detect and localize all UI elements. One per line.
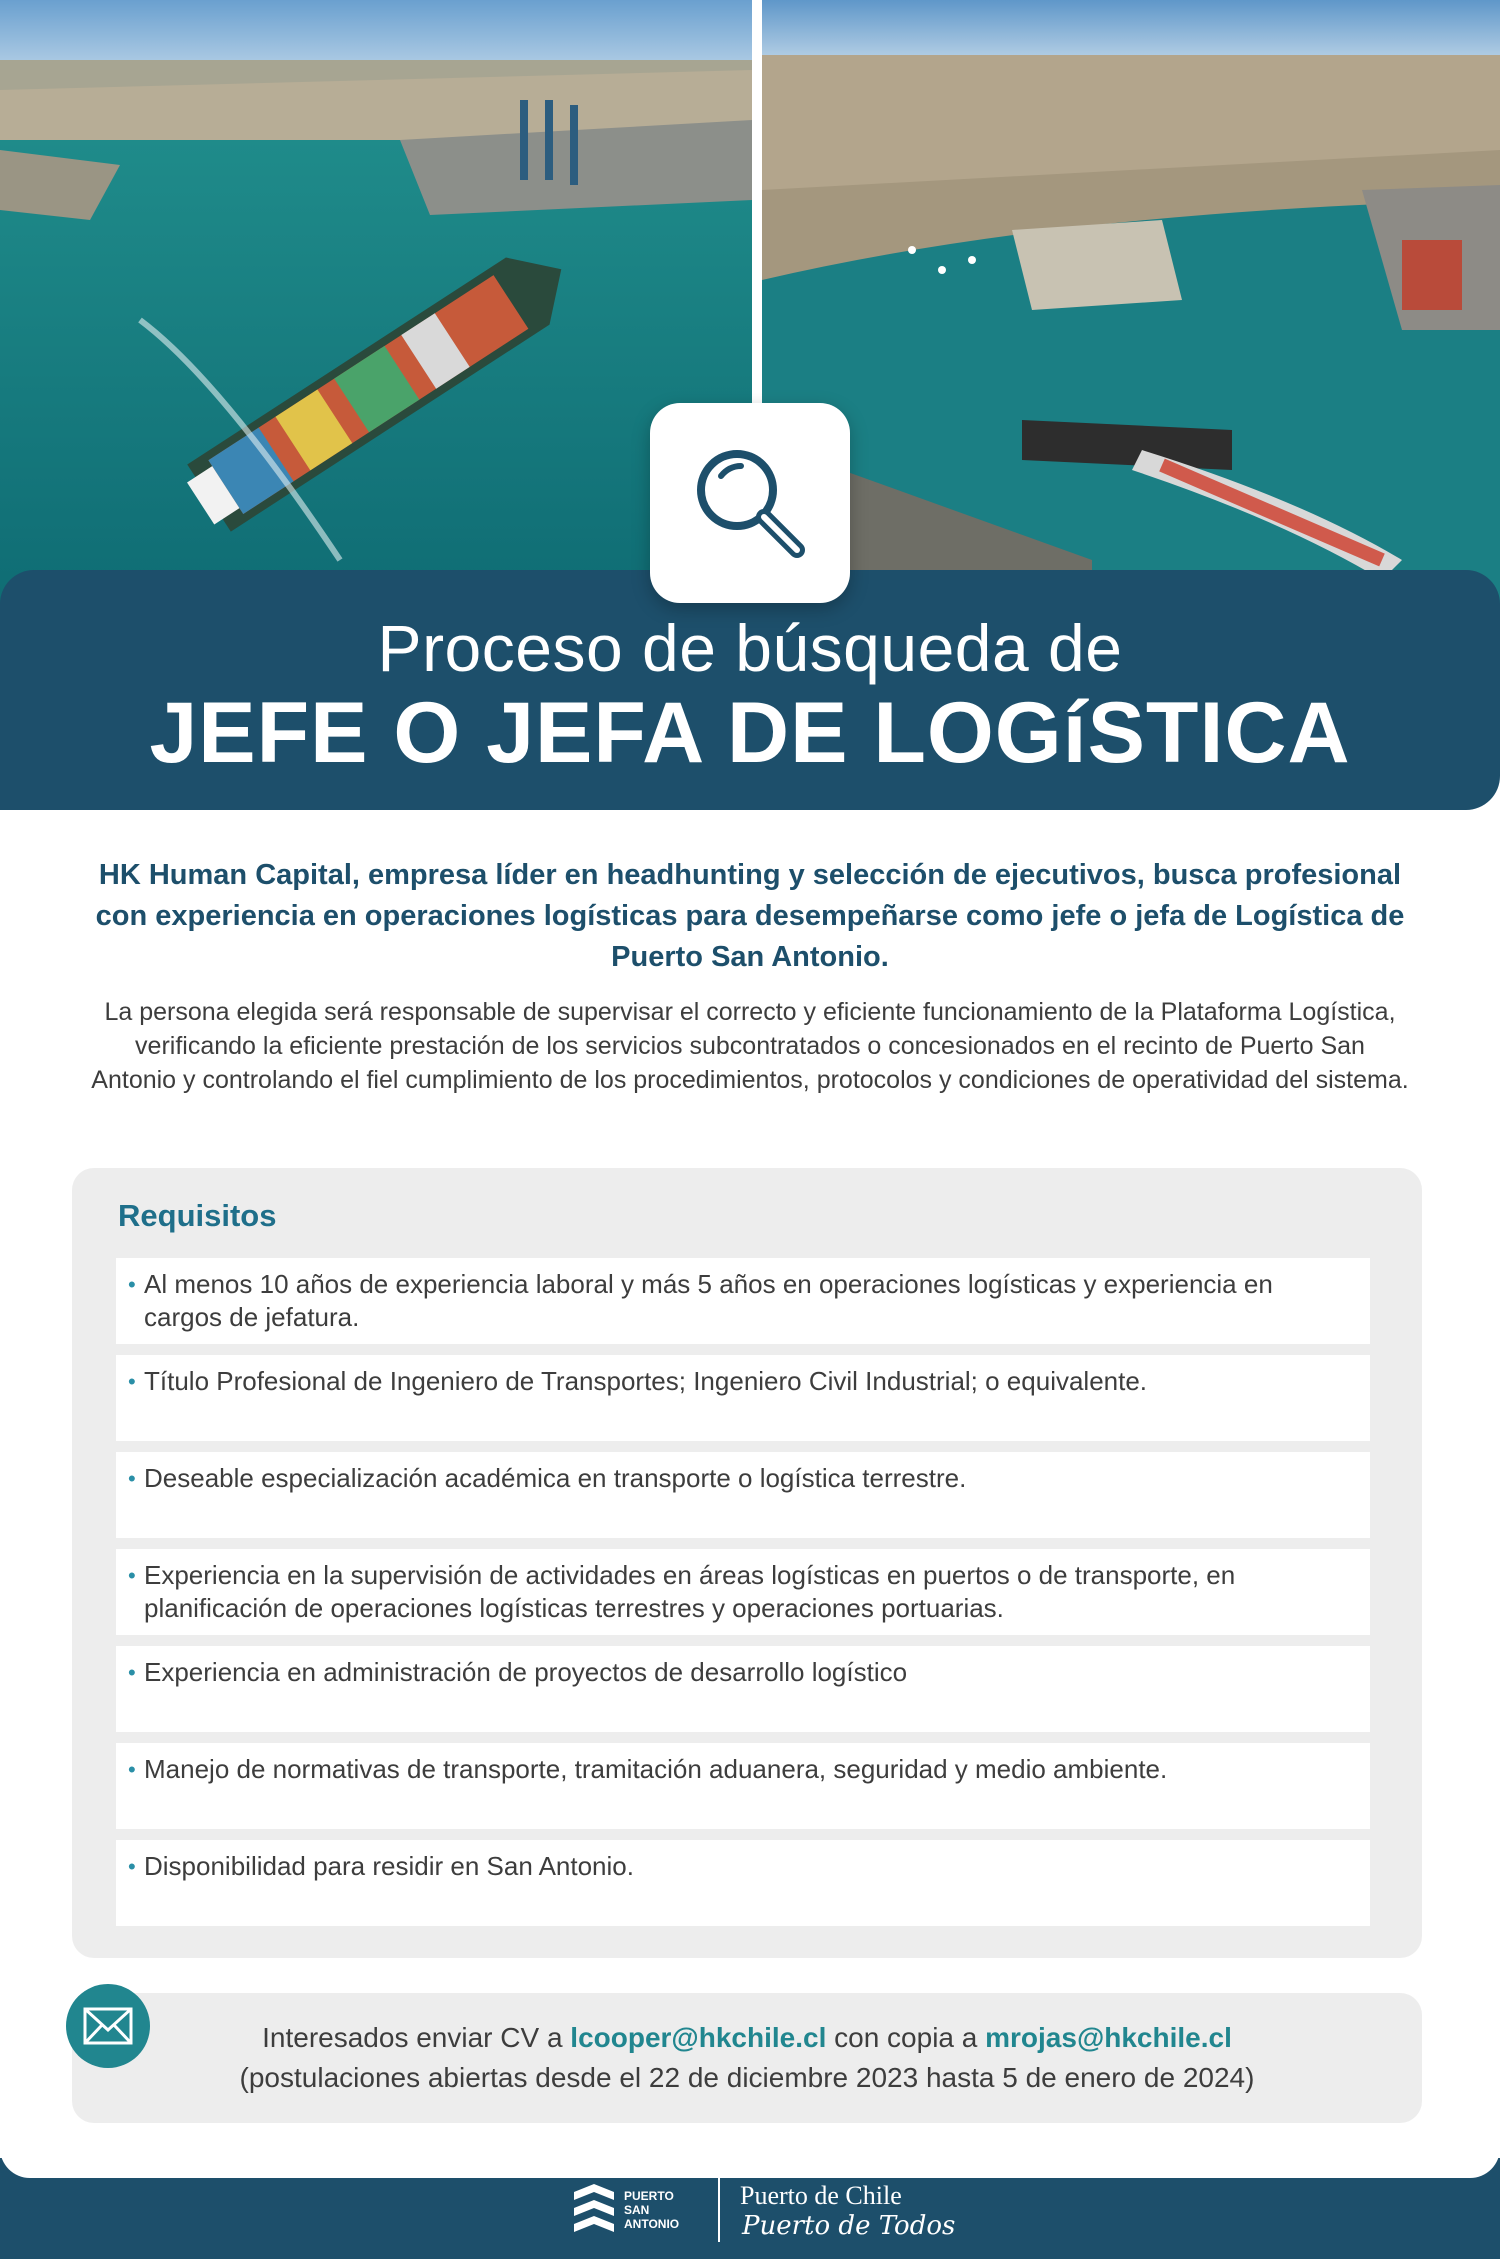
bullet-icon: • xyxy=(128,1563,136,1588)
puerto-san-antonio-logo xyxy=(572,2182,679,2238)
title-subtitle: Proceso de búsqueda de xyxy=(377,611,1123,685)
bullet-icon: • xyxy=(128,1854,136,1879)
requirements-title: Requisitos xyxy=(118,1198,277,1233)
port-aerial-photo xyxy=(762,0,1500,640)
logo-text-line: ANTONIO xyxy=(624,2217,680,2231)
requirement-text: Deseable especialización académica en transporte o logística terrestre. xyxy=(144,1463,967,1493)
email-link-copy[interactable]: mrojas@hkchile.cl xyxy=(985,2022,1232,2053)
bullet-icon: • xyxy=(128,1757,136,1782)
logo-text xyxy=(624,2189,679,2231)
requirement-item xyxy=(116,1646,1370,1732)
requirement-item xyxy=(116,1549,1370,1635)
requirement-item xyxy=(116,1355,1370,1441)
requirement-item xyxy=(116,1452,1370,1538)
intro-lead: HK Human Capital, empresa líder en headhunting y selección de ejecutivos, busca profesional con experiencia en operaciones logísticas para desempeñarse como jefe o jefa de Logística de Puerto San Antonio. xyxy=(95,859,1405,973)
job-title: JEFE O JEFA DE LOGíSTICA xyxy=(149,685,1351,781)
requirement-item xyxy=(116,1258,1370,1344)
contact-instructions xyxy=(72,2022,1422,2054)
puerto-de-chile-logo: Puerto de Chile xyxy=(740,2181,902,2210)
waves-icon xyxy=(572,2182,616,2238)
puerto-de-todos-tagline: Puerto de Todos xyxy=(742,2211,956,2241)
application-dates: (postulaciones abiertas desde el 22 de diciembre 2023 hasta 5 de enero de 2024) xyxy=(239,2062,1255,2093)
bullet-icon: • xyxy=(128,1660,136,1685)
requirement-text: Disponibilidad para residir en San Antonio. xyxy=(144,1851,634,1881)
requirement-text: Al menos 10 años de experiencia laboral y más 5 años en operaciones logísticas y experiencia en cargos de jefatura. xyxy=(144,1269,1273,1332)
contact-prefix: Interesados enviar CV a xyxy=(262,2022,571,2053)
bullet-icon: • xyxy=(128,1369,136,1394)
footer-top-curve xyxy=(0,2148,1500,2178)
search-badge xyxy=(650,403,850,603)
requirement-text: Experiencia en la supervisión de actividades en áreas logísticas en puertos o de transporte, en planificación de operaciones logísticas terrestres y operaciones portuarias. xyxy=(144,1560,1236,1623)
requirement-text: Título Profesional de Ingeniero de Transportes; Ingeniero Civil Industrial; o equivalente. xyxy=(144,1366,1148,1396)
requirement-item xyxy=(116,1743,1370,1829)
requirement-text: Manejo de normativas de transporte, tramitación aduanera, seguridad y medio ambiente. xyxy=(144,1754,1168,1784)
container-ship-photo xyxy=(0,0,752,640)
logo-divider xyxy=(718,2176,720,2242)
bullet-icon: • xyxy=(128,1272,136,1297)
logo-text-line: PUERTO xyxy=(624,2189,674,2203)
contact-card xyxy=(72,1993,1422,2123)
contact-middle: con copia a xyxy=(826,2022,986,2053)
email-link-primary[interactable]: lcooper@hkchile.cl xyxy=(570,2022,827,2053)
bullet-icon: • xyxy=(128,1466,136,1491)
requirement-text: Experiencia en administración de proyectos de desarrollo logístico xyxy=(144,1657,908,1687)
search-icon xyxy=(685,438,815,568)
intro-body: La persona elegida será responsable de supervisar el correcto y eficiente funcionamiento de la Plataforma Logística, verificando la eficiente prestación de los servicios subcontratados o concesionados en el recinto de Puerto San Antonio y controlando el fiel cumplimiento de los procedimientos, protocolos y condiciones de operatividad del sistema. xyxy=(91,998,1409,1094)
requirement-item xyxy=(116,1840,1370,1926)
logo-text-line: SAN xyxy=(624,2203,650,2217)
